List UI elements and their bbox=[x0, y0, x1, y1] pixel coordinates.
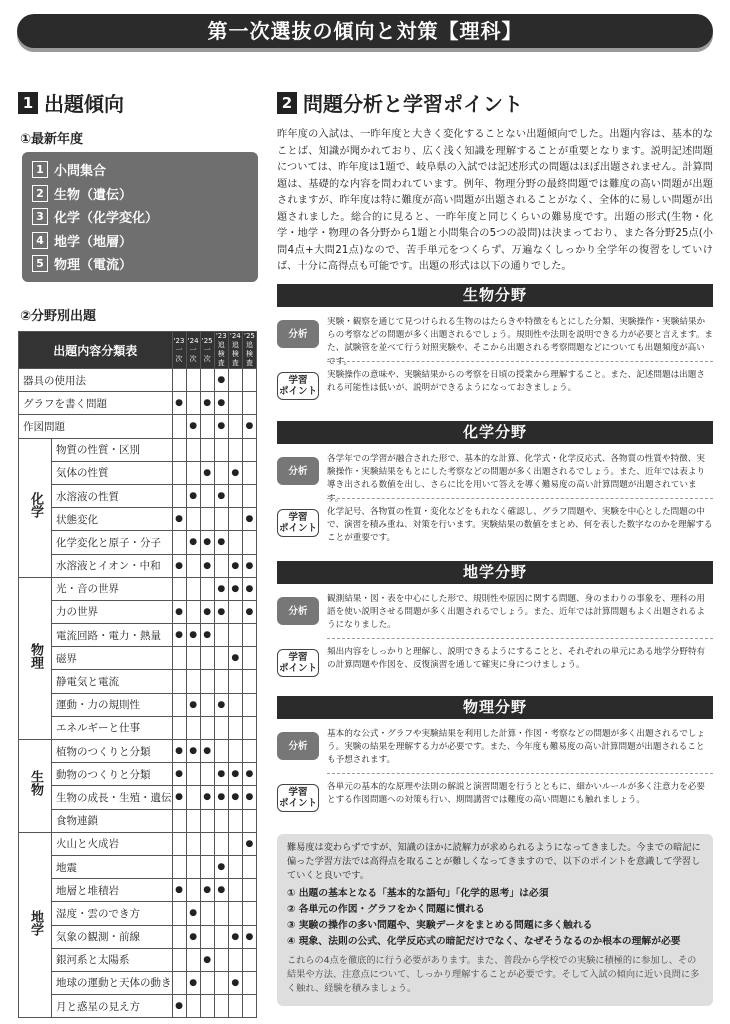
mark-cell bbox=[228, 484, 242, 507]
mark-cell: ● bbox=[214, 369, 228, 392]
table-row bbox=[19, 554, 257, 577]
mark-cell bbox=[242, 392, 256, 415]
field-section-title: 化学分野 bbox=[277, 421, 713, 444]
mark-cell: ● bbox=[214, 855, 228, 878]
mark-cell: ● bbox=[214, 763, 228, 786]
mark-cell bbox=[228, 995, 242, 1018]
mark-cell bbox=[172, 369, 186, 392]
mark-cell bbox=[172, 415, 186, 438]
table-row bbox=[19, 995, 257, 1018]
mark-cell bbox=[228, 670, 242, 693]
mark-cell: ● bbox=[242, 600, 256, 623]
table-row bbox=[19, 484, 257, 507]
mark-cell bbox=[242, 879, 256, 902]
section1-heading bbox=[18, 88, 124, 117]
mark-cell: ● bbox=[172, 624, 186, 647]
row-item: 運動・力の規則性 bbox=[52, 693, 173, 716]
mark-cell bbox=[242, 438, 256, 461]
mark-cell bbox=[200, 971, 214, 994]
row-item: 作図問題 bbox=[19, 415, 173, 438]
point-text: 実験操作の意味や、実験結果からの考察を日頃の授業から理解すること。また、記述問題は出題される可能性は低いが、説明ができるようになっておきましょう。 bbox=[327, 370, 705, 394]
mark-cell bbox=[242, 948, 256, 971]
row-item: 地球の運動と天体の動き bbox=[52, 971, 173, 994]
summary-box bbox=[277, 834, 713, 1006]
analysis-tag: 分析 bbox=[277, 732, 319, 760]
mark-cell bbox=[242, 971, 256, 994]
mark-cell bbox=[186, 670, 200, 693]
mark-cell: ● bbox=[228, 971, 242, 994]
row-item: 水溶液の性質 bbox=[52, 484, 173, 507]
row-item: 月と惑星の見え方 bbox=[52, 995, 173, 1018]
section2-number: 2 bbox=[277, 92, 297, 114]
point-tag: 学習 ポイント bbox=[277, 784, 319, 812]
mark-cell bbox=[228, 740, 242, 763]
field-section-title: 生物分野 bbox=[277, 284, 713, 307]
mark-cell bbox=[228, 879, 242, 902]
mark-cell bbox=[172, 484, 186, 507]
section1-number: 1 bbox=[18, 92, 38, 114]
mark-cell bbox=[186, 554, 200, 577]
mark-cell bbox=[172, 647, 186, 670]
mark-cell: ● bbox=[172, 392, 186, 415]
mark-cell: ● bbox=[200, 554, 214, 577]
mark-cell: ● bbox=[200, 461, 214, 484]
mark-cell bbox=[242, 902, 256, 925]
mark-cell bbox=[228, 948, 242, 971]
year-header: '23 追検査 bbox=[215, 332, 227, 367]
mark-cell bbox=[172, 531, 186, 554]
mark-cell: ● bbox=[214, 415, 228, 438]
mark-cell: ● bbox=[200, 531, 214, 554]
mark-cell bbox=[242, 740, 256, 763]
mark-cell bbox=[214, 716, 228, 739]
mark-cell bbox=[200, 716, 214, 739]
row-item: 光・音の世界 bbox=[52, 577, 173, 600]
mark-cell: ● bbox=[200, 740, 214, 763]
mark-cell bbox=[172, 438, 186, 461]
latest-item-number: 1 bbox=[32, 161, 48, 178]
table-row bbox=[19, 879, 257, 902]
latest-item-number: 3 bbox=[32, 208, 48, 225]
mark-cell bbox=[186, 948, 200, 971]
mark-cell bbox=[214, 670, 228, 693]
mark-cell bbox=[172, 577, 186, 600]
field-section-title: 地学分野 bbox=[277, 561, 713, 584]
latest-item bbox=[32, 229, 258, 253]
analysis-tag: 分析 bbox=[277, 457, 319, 485]
mark-cell bbox=[186, 438, 200, 461]
mark-cell bbox=[200, 832, 214, 855]
latest-year-list bbox=[22, 152, 258, 282]
mark-cell bbox=[172, 902, 186, 925]
mark-cell: ● bbox=[200, 600, 214, 623]
latest-item-number: 2 bbox=[32, 185, 48, 202]
mark-cell: ● bbox=[242, 832, 256, 855]
mark-cell bbox=[172, 832, 186, 855]
mark-cell bbox=[186, 855, 200, 878]
mark-cell bbox=[214, 438, 228, 461]
mark-cell bbox=[242, 855, 256, 878]
table-row bbox=[19, 925, 257, 948]
divider bbox=[327, 638, 713, 639]
mark-cell bbox=[172, 670, 186, 693]
mark-cell bbox=[186, 369, 200, 392]
mark-cell bbox=[228, 531, 242, 554]
row-item: 磁界 bbox=[52, 647, 173, 670]
divider bbox=[327, 361, 713, 362]
row-item: 植物のつくりと分類 bbox=[52, 740, 173, 763]
intro-paragraph: 昨年度の入試は、一昨年度と大きく変化することない出題傾向でした。出題内容は、基本的なことば、知識が聞かれており、広く浅く知識を理解することが重要となります。説明記述問題については、昨年度は1題で、岐阜県の入試では記述形式の問題はほぼ出題されません。計算問題は、基礎的な内容を問われています。例年、物理分野の最終問題では難度の高い問題が出題されますが、昨年度は特に難度が高い問題が出題されることがなく、全体的に易しい問題が出題されました。総合的に見ると、一昨年度と同じくらいの難易度です。出題の形式(生物・化学・地学・物理の各分野から1題と小問集合の5つの設問)は決まっており、また各分野25点(小問4点+大問21点)なので、苦手単元をつくらず、万遍なくしっかり全学年の復習をしていけば、十分に高得点も可能です。出題の形式は以下の通りでした。 bbox=[277, 129, 713, 272]
summary-point: ② 各単元の作図・グラフをかく問題に慣れる bbox=[287, 904, 485, 915]
mark-cell bbox=[200, 415, 214, 438]
section2-title: 問題分析と学習ポイント bbox=[303, 92, 523, 116]
mark-cell: ● bbox=[214, 531, 228, 554]
latest-item-number: 5 bbox=[32, 255, 48, 272]
mark-cell: ● bbox=[228, 554, 242, 577]
mark-cell bbox=[228, 716, 242, 739]
mark-cell bbox=[214, 461, 228, 484]
table-row bbox=[19, 948, 257, 971]
mark-cell: ● bbox=[214, 600, 228, 623]
year-header: '23 一次 bbox=[172, 332, 186, 369]
mark-cell bbox=[214, 832, 228, 855]
mark-cell: ● bbox=[228, 925, 242, 948]
mark-cell bbox=[242, 647, 256, 670]
mark-cell: ● bbox=[172, 508, 186, 531]
table-row bbox=[19, 415, 257, 438]
mark-cell bbox=[214, 971, 228, 994]
summary-outro: これらの4点を徹底的に行う必要があります。また、普段から学校での実験に積極的に参加し、その結果や方法、注意点について、しっかり理解することが必要です。そして入試の傾向に近い良問に多く触れ、経験を積みましょう。 bbox=[287, 955, 700, 994]
mark-cell bbox=[186, 577, 200, 600]
mark-cell: ● bbox=[172, 740, 186, 763]
table-row bbox=[19, 392, 257, 415]
mark-cell bbox=[242, 716, 256, 739]
mark-cell bbox=[186, 392, 200, 415]
row-item: エネルギーと仕事 bbox=[52, 716, 173, 739]
row-item: 器具の使用法 bbox=[19, 369, 173, 392]
mark-cell bbox=[228, 438, 242, 461]
mark-cell bbox=[228, 415, 242, 438]
mark-cell bbox=[214, 995, 228, 1018]
mark-cell: ● bbox=[200, 624, 214, 647]
mark-cell bbox=[200, 484, 214, 507]
mark-cell bbox=[242, 670, 256, 693]
latest-item-number: 4 bbox=[32, 232, 48, 249]
mark-cell: ● bbox=[186, 902, 200, 925]
field-heading: ②分野別出題 bbox=[20, 309, 97, 324]
point-text: 化学記号、各物質の性質・変化などをもれなく確認し、グラフ問題や、実験を中心とした問題の中で、演習を積み重ね、対策を行います。実験結果の数値をまとめ、何を表した数字なのかを理解することが重要です。 bbox=[327, 507, 713, 544]
mark-cell bbox=[200, 763, 214, 786]
mark-cell bbox=[172, 809, 186, 832]
mark-cell bbox=[186, 716, 200, 739]
mark-cell bbox=[228, 693, 242, 716]
table-row bbox=[19, 670, 257, 693]
table-row bbox=[19, 855, 257, 878]
mark-cell: ● bbox=[228, 577, 242, 600]
table-row bbox=[19, 902, 257, 925]
mark-cell bbox=[186, 995, 200, 1018]
mark-cell bbox=[214, 508, 228, 531]
mark-cell bbox=[228, 809, 242, 832]
mark-cell bbox=[186, 879, 200, 902]
mark-cell bbox=[228, 508, 242, 531]
latest-item-label: 生物（遺伝） bbox=[54, 187, 133, 203]
mark-cell bbox=[186, 809, 200, 832]
mark-cell bbox=[228, 902, 242, 925]
mark-cell: ● bbox=[228, 647, 242, 670]
mark-cell: ● bbox=[186, 415, 200, 438]
mark-cell bbox=[228, 369, 242, 392]
subject-table bbox=[18, 331, 257, 1018]
mark-cell bbox=[214, 948, 228, 971]
table-row bbox=[19, 740, 257, 763]
mark-cell bbox=[172, 461, 186, 484]
table-row bbox=[19, 786, 257, 809]
mark-cell: ● bbox=[242, 577, 256, 600]
mark-cell: ● bbox=[242, 415, 256, 438]
mark-cell: ● bbox=[214, 693, 228, 716]
summary-point: ④ 現象、法則の公式、化学反応式の暗記だけでなく、なぜそうなるのか根本の理解が必要 bbox=[287, 936, 681, 947]
mark-cell bbox=[186, 763, 200, 786]
mark-cell bbox=[200, 902, 214, 925]
mark-cell: ● bbox=[172, 600, 186, 623]
mark-cell bbox=[186, 786, 200, 809]
year-header: '24 追検査 bbox=[229, 332, 241, 367]
latest-item-label: 地学（地層） bbox=[54, 234, 133, 250]
mark-cell bbox=[186, 508, 200, 531]
category-cell: 物理 bbox=[19, 577, 52, 739]
table-row bbox=[19, 763, 257, 786]
divider bbox=[327, 773, 713, 774]
mark-cell: ● bbox=[200, 879, 214, 902]
mark-cell: ● bbox=[214, 786, 228, 809]
row-item: 気象の観測・前線 bbox=[52, 925, 173, 948]
field-section-title: 物理分野 bbox=[277, 696, 713, 719]
mark-cell: ● bbox=[186, 971, 200, 994]
mark-cell bbox=[200, 693, 214, 716]
mark-cell: ● bbox=[228, 786, 242, 809]
mark-cell: ● bbox=[242, 786, 256, 809]
mark-cell: ● bbox=[242, 763, 256, 786]
table-row bbox=[19, 600, 257, 623]
row-item: 力の世界 bbox=[52, 600, 173, 623]
mark-cell: ● bbox=[186, 624, 200, 647]
table-row bbox=[19, 832, 257, 855]
row-item: 銀河系と太陽系 bbox=[52, 948, 173, 971]
mark-cell: ● bbox=[242, 925, 256, 948]
table-row bbox=[19, 716, 257, 739]
analysis-text: 各学年での学習が融合された形で、基本的な計算、化学式・化学反応式、各物質の性質や特徴、実験操作・実験結果をもとにした考察などの問題が多く出題されるでしょう。また、近年では表より導き出される数値を出し、さらに比を用いて答えを導く難易度の高い計算問題が出題されています。 bbox=[327, 454, 706, 504]
category-cell: 化学 bbox=[19, 438, 52, 577]
analysis-text: 観測結果・図・表を中心にした形で、規則性や原因に関する問題、身のまわりの事象を、理科の用語を使い説明させる問題が多く出題されるでしょう。また、近年では計算問題もよく出題されるようになりました。 bbox=[327, 594, 706, 631]
mark-cell bbox=[214, 624, 228, 647]
row-item: 地層と堆積岩 bbox=[52, 879, 173, 902]
latest-item bbox=[32, 182, 258, 206]
year-header: '25 追検査 bbox=[244, 332, 255, 367]
mark-cell: ● bbox=[186, 693, 200, 716]
row-item: 化学変化と原子・分子 bbox=[52, 531, 173, 554]
mark-cell bbox=[214, 925, 228, 948]
row-item: 気体の性質 bbox=[52, 461, 173, 484]
summary-point: ③ 実験の操作の多い問題や、実験データをまとめる問題に多く触れる bbox=[287, 920, 593, 931]
point-text: 頻出内容をしっかりと理解し、説明できるようにすることと、それぞれの単元にある地学分野特有の計算問題や作図を、反復演習を通して確実に身につけましょう。 bbox=[327, 647, 706, 671]
mark-cell bbox=[228, 392, 242, 415]
point-tag: 学習 ポイント bbox=[277, 649, 319, 677]
latest-item bbox=[32, 252, 258, 276]
mark-cell bbox=[214, 554, 228, 577]
row-item: 水溶液とイオン・中和 bbox=[52, 554, 173, 577]
row-item: 生物の成長・生殖・遺伝 bbox=[52, 786, 173, 809]
mark-cell bbox=[172, 855, 186, 878]
divider bbox=[327, 498, 713, 499]
mark-cell bbox=[172, 948, 186, 971]
mark-cell bbox=[214, 647, 228, 670]
mark-cell: ● bbox=[172, 554, 186, 577]
mark-cell bbox=[214, 740, 228, 763]
analysis-tag: 分析 bbox=[277, 597, 319, 625]
mark-cell: ● bbox=[172, 879, 186, 902]
table-row bbox=[19, 971, 257, 994]
mark-cell: ● bbox=[214, 577, 228, 600]
analysis-text: 実験・観察を通じて見つけられる生物のはたらきや特徴をもとにした分類、実験操作・実験結果からの考察などの問題が多く出題されるでしょう。規則性や法則を説明できる力が必要と言えます。また、試験管を並べて行う対照実験や、そこから出題される考察問題などについても出題頻度が高いです。 bbox=[327, 317, 713, 367]
table-row bbox=[19, 809, 257, 832]
mark-cell bbox=[186, 461, 200, 484]
mark-cell bbox=[172, 971, 186, 994]
latest-year-heading: ①最新年度 bbox=[20, 132, 84, 147]
mark-cell: ● bbox=[214, 879, 228, 902]
mark-cell bbox=[242, 531, 256, 554]
page-title: 第一次選抜の傾向と対策【理科】 bbox=[17, 14, 713, 48]
mark-cell bbox=[214, 809, 228, 832]
row-item: 動物のつくりと分類 bbox=[52, 763, 173, 786]
table-row bbox=[19, 693, 257, 716]
row-item: 物質の性質・区別 bbox=[52, 438, 173, 461]
summary-point: ① 出題の基本となる「基本的な語句」「化学的思考」は必須 bbox=[287, 888, 549, 899]
table-row bbox=[19, 461, 257, 484]
mark-cell bbox=[186, 832, 200, 855]
mark-cell: ● bbox=[186, 740, 200, 763]
mark-cell bbox=[200, 577, 214, 600]
latest-item-label: 小問集合 bbox=[54, 164, 107, 180]
table-row bbox=[19, 438, 257, 461]
latest-item bbox=[32, 158, 258, 182]
mark-cell bbox=[228, 832, 242, 855]
row-item: 静電気と電流 bbox=[52, 670, 173, 693]
mark-cell: ● bbox=[200, 392, 214, 415]
mark-cell bbox=[172, 693, 186, 716]
mark-cell bbox=[242, 995, 256, 1018]
mark-cell bbox=[200, 995, 214, 1018]
mark-cell: ● bbox=[186, 925, 200, 948]
category-cell: 地学 bbox=[19, 832, 52, 1018]
mark-cell bbox=[242, 624, 256, 647]
mark-cell bbox=[186, 600, 200, 623]
table-row bbox=[19, 508, 257, 531]
mark-cell bbox=[186, 647, 200, 670]
mark-cell bbox=[242, 693, 256, 716]
row-item: 電流回路・電力・熱量 bbox=[52, 624, 173, 647]
table-row bbox=[19, 647, 257, 670]
mark-cell: ● bbox=[186, 531, 200, 554]
mark-cell: ● bbox=[214, 484, 228, 507]
point-tag: 学習 ポイント bbox=[277, 372, 319, 400]
row-item: グラフを書く問題 bbox=[19, 392, 173, 415]
mark-cell: ● bbox=[172, 786, 186, 809]
mark-cell bbox=[242, 369, 256, 392]
mark-cell bbox=[200, 855, 214, 878]
mark-cell bbox=[242, 461, 256, 484]
mark-cell bbox=[200, 508, 214, 531]
mark-cell: ● bbox=[228, 763, 242, 786]
mark-cell bbox=[200, 438, 214, 461]
mark-cell bbox=[228, 855, 242, 878]
row-item: 状態変化 bbox=[52, 508, 173, 531]
mark-cell bbox=[200, 670, 214, 693]
mark-cell: ● bbox=[200, 948, 214, 971]
mark-cell bbox=[228, 624, 242, 647]
mark-cell bbox=[200, 809, 214, 832]
mark-cell bbox=[200, 925, 214, 948]
mark-cell: ● bbox=[200, 786, 214, 809]
table-header-row bbox=[19, 332, 257, 369]
row-item: 食物連鎖 bbox=[52, 809, 173, 832]
table-row bbox=[19, 624, 257, 647]
analysis-text: 基本的な公式・グラフや実験結果を利用した計算・作図・考察などの問題が多く出題されるでしょう。実験の結果を理解する力が必要です。また、今年度も難易度の高い計算問題が出題されることも予想されます。 bbox=[327, 729, 706, 766]
row-item: 火山と火成岩 bbox=[52, 832, 173, 855]
section2-heading bbox=[277, 88, 523, 117]
mark-cell bbox=[172, 716, 186, 739]
mark-cell bbox=[242, 809, 256, 832]
analysis-tag: 分析 bbox=[277, 320, 319, 348]
mark-cell: ● bbox=[186, 484, 200, 507]
latest-item-label: 物理（電流） bbox=[54, 258, 133, 274]
point-tag: 学習 ポイント bbox=[277, 509, 319, 537]
mark-cell bbox=[200, 369, 214, 392]
mark-cell: ● bbox=[214, 392, 228, 415]
mark-cell bbox=[200, 647, 214, 670]
table-row bbox=[19, 577, 257, 600]
mark-cell: ● bbox=[172, 995, 186, 1018]
section1-title: 出題傾向 bbox=[44, 92, 124, 116]
mark-cell: ● bbox=[228, 461, 242, 484]
table-row bbox=[19, 531, 257, 554]
row-item: 湿度・雲のでき方 bbox=[52, 902, 173, 925]
mark-cell: ● bbox=[242, 508, 256, 531]
year-header: '24 一次 bbox=[186, 332, 200, 369]
year-header: '25 一次 bbox=[200, 332, 214, 369]
summary-intro: 難易度は変わらずですが、知識のほかに読解力が求められるようになってきました。今までの暗記に偏った学習方法では高得点を取ることが難しくなってきますので、以下のポイントを意識して学習していくと良いです。 bbox=[287, 842, 701, 881]
mark-cell bbox=[214, 902, 228, 925]
latest-item-label: 化学（化学変化） bbox=[54, 211, 159, 227]
mark-cell bbox=[172, 925, 186, 948]
category-cell: 生物 bbox=[19, 740, 52, 833]
mark-cell bbox=[242, 484, 256, 507]
mark-cell bbox=[228, 600, 242, 623]
point-text: 各単元の基本的な原理や法則の解説と演習問題を行うとともに、細かいルールが多く注意力を必要とする作図問題への対策も行い、期間講習では難度の高い問題にも触れましょう。 bbox=[327, 782, 705, 806]
mark-cell: ● bbox=[242, 554, 256, 577]
table-row bbox=[19, 369, 257, 392]
row-item: 地震 bbox=[52, 855, 173, 878]
table-header-title: 出題内容分類表 bbox=[19, 332, 173, 369]
mark-cell: ● bbox=[172, 763, 186, 786]
latest-item bbox=[32, 205, 258, 229]
